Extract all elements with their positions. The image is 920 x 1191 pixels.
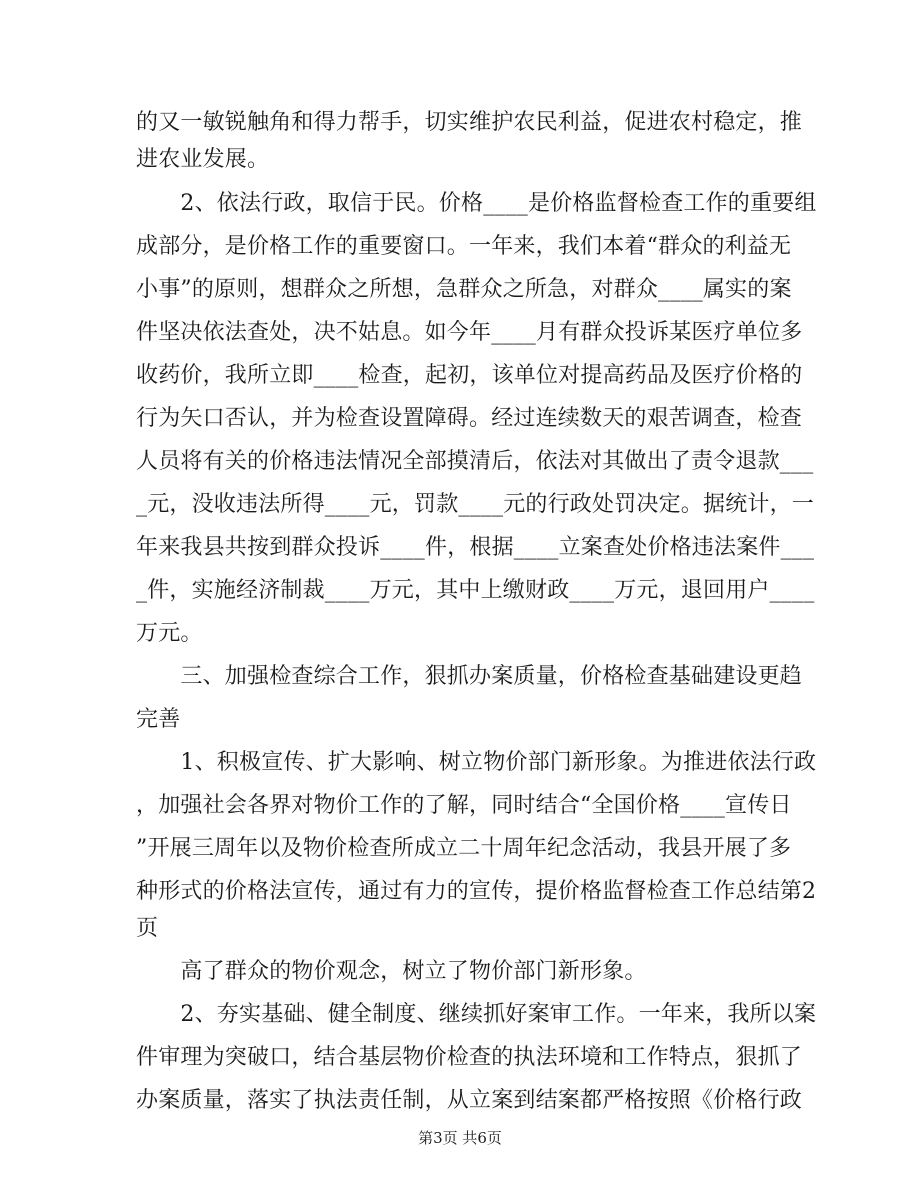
text-line: 2、依法行政，取信于民。价格____是价格监督检查工作的重要组 [136, 191, 817, 216]
text-line: 小事”的原则，想群众之所想，急群众之所急，对群众____属实的案 [136, 277, 792, 302]
text-line: 的又一敏锐触角和得力帮手，切实维护农民利益，促进农村稳定，推 [136, 110, 803, 135]
text-line: ，加强社会各界对物价工作的了解，同时结合“全国价格____宣传日 [136, 793, 792, 818]
text-line: 1、积极宣传、扩大影响、树立物价部门新形象。为推进依法行政 [136, 750, 817, 775]
section-heading: 三、加强检查综合工作，狠抓办案质量，价格检查基础建设更趋 [136, 664, 803, 689]
text-line: 年来我县共按到群众投诉____件，根据____立案查处价格违法案件___ [136, 535, 815, 560]
text-line: 页 [136, 916, 159, 941]
text-line: ”开展三周年以及物价检查所成立二十周年纪念活动，我县开展了多 [136, 836, 792, 861]
text-line: 件审理为突破口，结合基层物价检查的执法环境和工作特点，狠抓了 [136, 1045, 803, 1070]
page-footer: 第3页 共6页 [418, 1129, 502, 1147]
text-line: 办案质量，落实了执法责任制，从立案到结案都严格按照《价格行政 [136, 1088, 803, 1113]
text-line: 2、夯实基础、健全制度、继续抓好案审工作。一年来，我所以案 [136, 1002, 817, 1027]
text-line: 进农业发展。 [136, 147, 270, 172]
text-line: _元，没收违法所得____元，罚款____元的行政处罚决定。据统计，一 [136, 492, 815, 517]
text-line: _件，实施经济制裁____万元，其中上缴财政____万元，退回用户____ [136, 578, 815, 603]
text-line: 件坚决依法查处，决不姑息。如今年____月有群众投诉某医疗单位多 [136, 320, 803, 345]
text-line: 种形式的价格法宣传，通过有力的宣传，提价格监督检查工作总结第2 [136, 879, 817, 904]
text-line: 收药价，我所立即____检查，起初，该单位对提高药品及医疗价格的 [136, 363, 803, 388]
text-line: 成部分，是价格工作的重要窗口。一年来，我们本着“群众的利益无 [136, 234, 792, 259]
text-line: 高了群众的物价观念，树立了物价部门新形象。 [136, 959, 647, 984]
section-heading: 完善 [136, 707, 181, 732]
text-line: 万元。 [136, 621, 203, 646]
text-line: 人员将有关的价格违法情况全部摸清后，依法对其做出了责令退款___ [136, 449, 814, 474]
text-line: 行为矢口否认，并为检查设置障碍。经过连续数天的艰苦调查，检查 [136, 406, 803, 431]
